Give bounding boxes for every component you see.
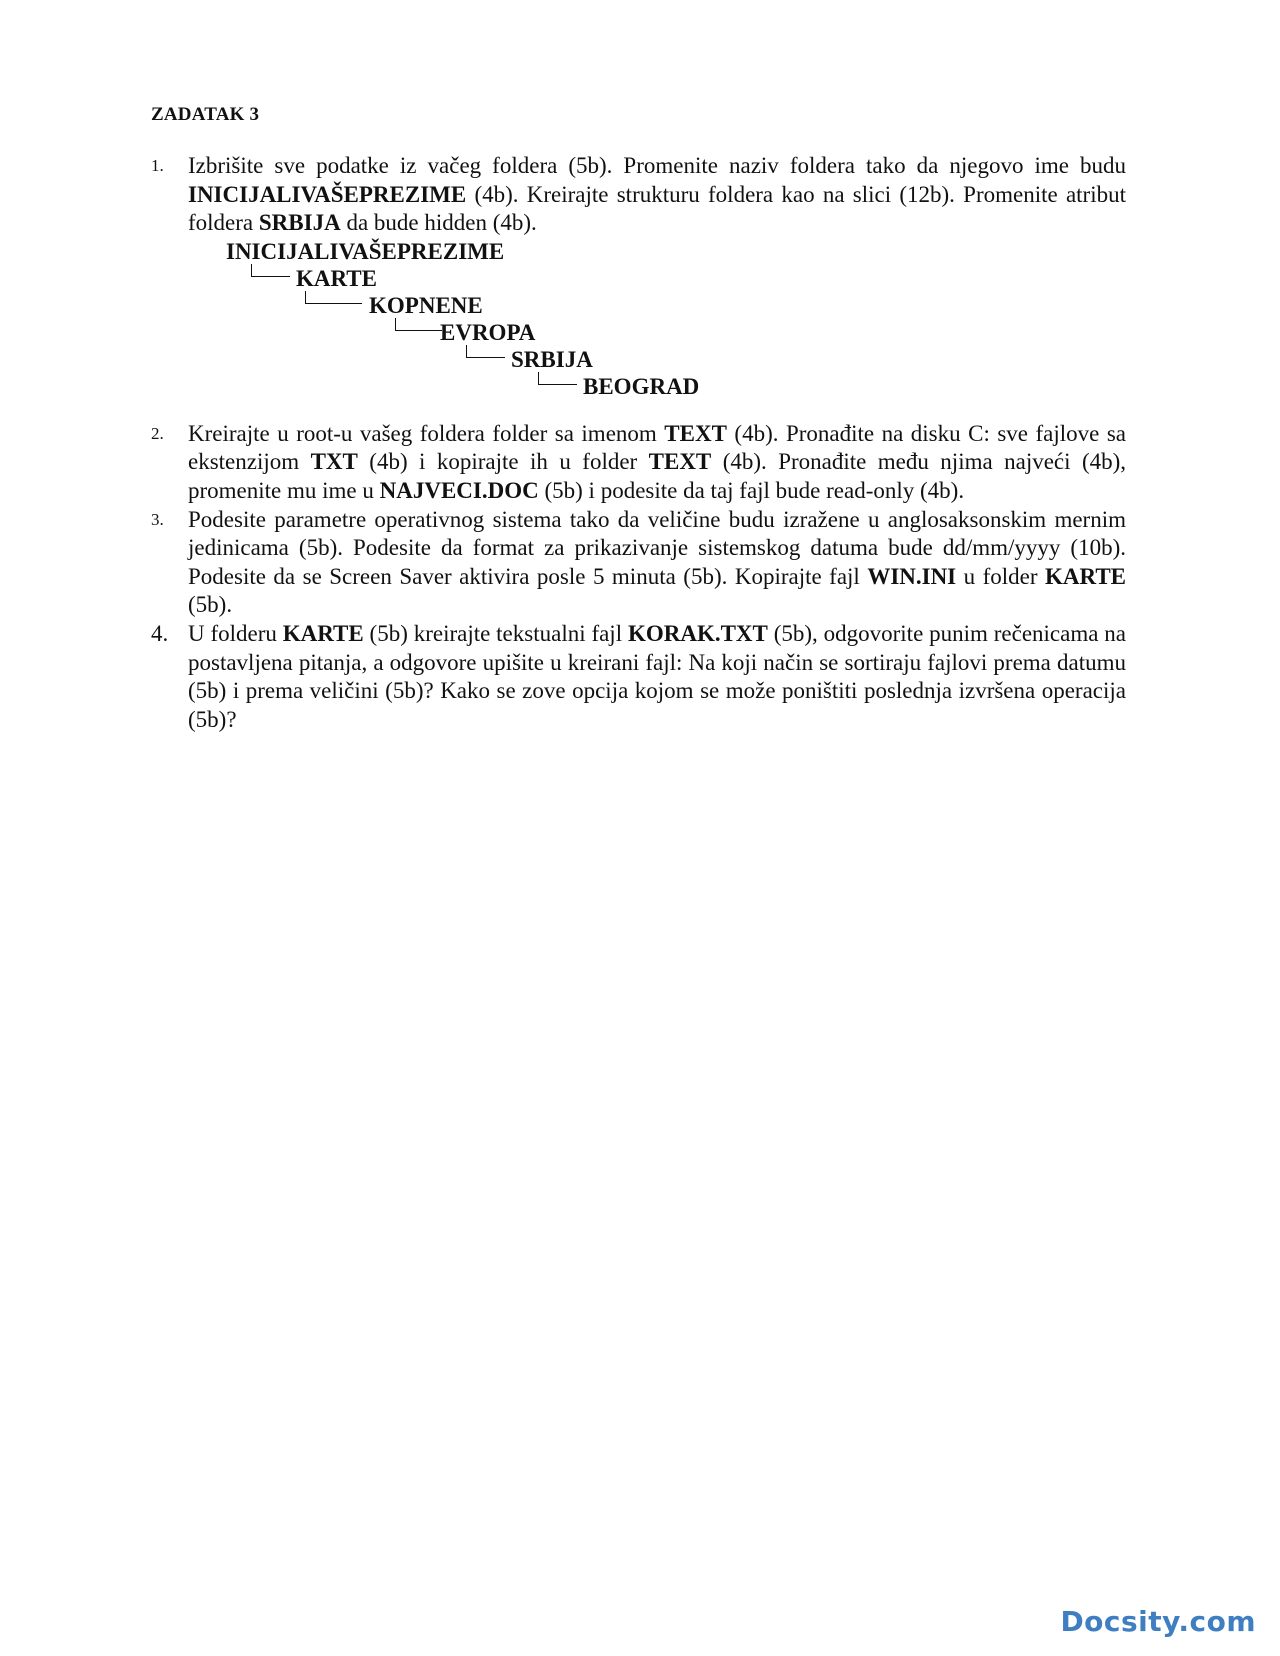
bold-term: KARTE bbox=[282, 620, 364, 646]
tree-node-kopnene: KOPNENE bbox=[369, 292, 483, 318]
tree-node-root: INICIJALIVAŠEPREZIME bbox=[226, 238, 505, 264]
tree-connector bbox=[305, 291, 362, 304]
tree-connector bbox=[538, 372, 577, 385]
bold-term: KARTE bbox=[1045, 563, 1126, 589]
task-number: 4. bbox=[151, 620, 169, 646]
task-text: Izbrišite sve podatke iz vačeg foldera (5b). Promenite naziv foldera tako da njegovo ime budu INICIJALIVAŠEPREZIME (4b). Kreirajte strukturu foldera kao na slici (12b). Promenite atribut foldera SRBIJA da bude hidden (4b). bbox=[188, 153, 1126, 236]
bold-term: TEXT bbox=[664, 420, 727, 446]
task-list bbox=[151, 152, 1126, 734]
task-item-4 bbox=[151, 620, 1126, 734]
tree-connector bbox=[466, 345, 505, 358]
docsity-watermark: Docsity.com bbox=[1060, 1605, 1256, 1638]
task-text: U folderu KARTE (5b) kreirajte tekstualni fajl KORAK.TXT (5b), odgovorite punim rečenicama na postavljena pitanja, a odgovore upišite u kreirani fajl: Na koji način se sortiraju fajlovi prema datumu (5b) i prema veličini (5b)? Kako se zove opcija kojom se može poništiti poslednja izvršena operacija (5b)? bbox=[188, 620, 1126, 732]
tree-node-evropa: EVROPA bbox=[440, 319, 536, 345]
folder-tree bbox=[188, 238, 1126, 404]
bold-term: TXT bbox=[310, 449, 358, 475]
task-number: 2. bbox=[151, 423, 164, 443]
task-number: 3. bbox=[151, 509, 164, 529]
task-item-3 bbox=[151, 506, 1126, 620]
tree-connector bbox=[395, 318, 442, 331]
tree-node-srbija: SRBIJA bbox=[511, 346, 593, 372]
tree-node-karte: KARTE bbox=[296, 265, 377, 291]
bold-term: WIN.INI bbox=[867, 563, 957, 589]
bold-term: SRBIJA bbox=[258, 210, 341, 236]
bold-term: KORAK.TXT bbox=[627, 620, 768, 646]
bold-term: NAJVECI.DOC bbox=[379, 477, 539, 503]
task-item-1 bbox=[151, 152, 1126, 404]
tree-connector bbox=[251, 264, 290, 277]
tree-node-beograd: BEOGRAD bbox=[583, 373, 700, 399]
task-text: Podesite parametre operativnog sistema tako da veličine budu izražene u anglosaksonskim mernim jedinicama (5b). Podesite da format za prikazivanje sistemskog datuma bude dd/mm/yyyy (10b). Podesite da se Screen Saver aktivira posle 5 minuta (5b). Kopirajte fajl WIN.INI u folder KARTE (5b). bbox=[188, 506, 1126, 618]
task-number: 1. bbox=[151, 156, 164, 175]
bold-term: TEXT bbox=[648, 449, 712, 475]
document-heading: ZADATAK 3 bbox=[151, 104, 260, 125]
task-item-2 bbox=[151, 420, 1126, 506]
task-text: Kreirajte u root-u vašeg foldera folder sa imenom TEXT (4b). Pronađite na disku C: sve fajlove sa ekstenzijom TXT (4b) i kopirajte ih u folder TEXT (4b). Pronađite među njima najveći (4b), promenite mu ime u NAJVECI.DOC (5b) i podesite da taj fajl bude read-only (4b). bbox=[188, 420, 1127, 503]
bold-term: INICIJALIVAŠEPREZIME bbox=[188, 181, 467, 207]
